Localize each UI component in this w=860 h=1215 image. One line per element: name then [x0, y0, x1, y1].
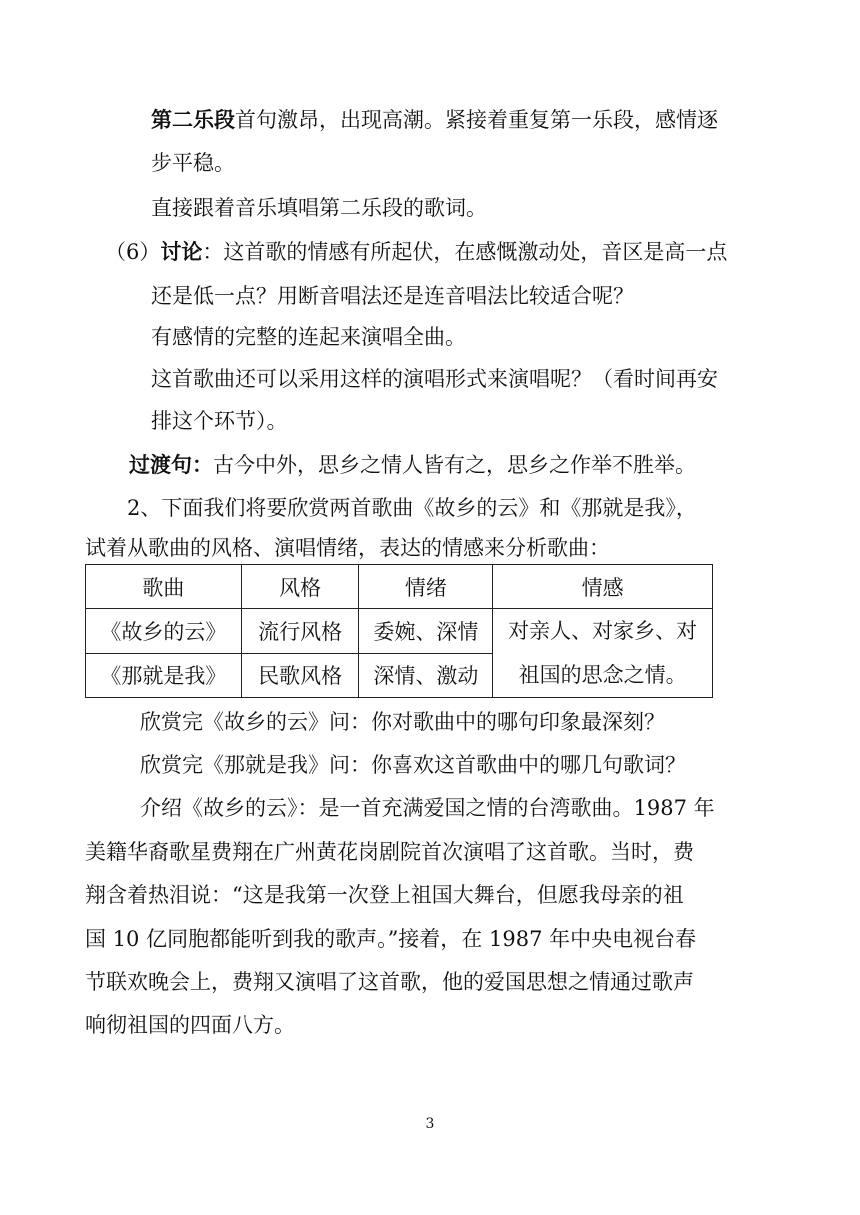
header-style: 风格 — [241, 565, 359, 609]
header-emotion: 情感 — [493, 565, 713, 609]
emotion-cell — [493, 609, 713, 698]
intro-line-5: 节联欢晚会上，费翔又演唱了这首歌，他的爱国思想之情通过歌声 — [85, 970, 694, 994]
transition-text: 古今中外，思乡之情人皆有之，思乡之作举不胜举。 — [213, 453, 696, 477]
intro-line-4: 国 10 亿同胞都能听到我的歌声。”接着，在 1987 年中央电视台春 — [85, 927, 697, 951]
table-row — [86, 609, 713, 654]
transition-label: 过渡句： — [129, 452, 213, 477]
discussion-colon: ： — [202, 240, 224, 264]
header-song: 歌曲 — [86, 565, 242, 609]
table-header-row — [86, 565, 713, 609]
intro-line-1: 介绍《故乡的云》：是一首充满爱国之情的台湾歌曲。1987 年 — [140, 796, 715, 820]
section2-heading: 第二乐段 — [151, 107, 235, 132]
discussion-label: 讨论 — [160, 239, 203, 264]
page-number: 3 — [425, 1116, 435, 1132]
emotion-line-2: 祖国的思念之情。 — [518, 663, 687, 687]
section2-line-2: 步平稳。 — [151, 151, 235, 175]
song-comparison-table — [85, 564, 713, 698]
emotion-line-1: 对亲人、对家乡、对 — [508, 619, 698, 643]
discussion-line-4: 这首歌曲还可以采用这样的演唱形式来演唱呢？（看时间再安 — [151, 367, 718, 391]
discussion-line-3: 有感情的完整的连起来演唱全曲。 — [151, 325, 466, 349]
question-1: 欣赏完《故乡的云》问：你对歌曲中的哪句印象最深刻？ — [140, 710, 665, 734]
intro-line-3: 翔含着热泪说：“这是我第一次登上祖国大舞台，但愿我母亲的祖 — [85, 883, 684, 907]
section2-line-3: 直接跟着音乐填唱第二乐段的歌词。 — [151, 196, 487, 220]
song-cell: 《那就是我》 — [86, 653, 242, 698]
intro-line-2: 美籍华裔歌星费翔在广州黄花岗剧院首次演唱了这首歌。当时，费 — [85, 840, 694, 864]
section2-line-1 — [151, 105, 718, 135]
transition-line — [129, 450, 696, 480]
mood-cell: 委婉、深情 — [359, 609, 493, 654]
section2-text: 首句激昂，出现高潮。紧接着重复第一乐段，感情逐 — [235, 108, 718, 132]
intro2-line-2: 试着从歌曲的风格、演唱情绪，表达的情感来分析歌曲： — [85, 536, 610, 560]
mood-cell: 深情、激动 — [359, 653, 493, 698]
intro2-line-1: 2、下面我们将要欣赏两首歌曲《故乡的云》和《那就是我》， — [127, 496, 697, 520]
question-2: 欣赏完《那就是我》问：你喜欢这首歌曲中的哪几句歌词？ — [140, 753, 686, 777]
discussion-text: 这首歌的情感有所起伏，在感慨激动处，音区是高一点 — [223, 240, 728, 264]
intro-line-6: 响彻祖国的四面八方。 — [85, 1013, 295, 1037]
header-mood: 情绪 — [359, 565, 493, 609]
discussion-line-5: 排这个环节）。 — [151, 409, 288, 433]
style-cell: 流行风格 — [241, 609, 359, 654]
discussion-number: （6） — [105, 240, 161, 264]
style-cell: 民歌风格 — [241, 653, 359, 698]
song-cell: 《故乡的云》 — [86, 609, 242, 654]
discussion-line-1 — [105, 237, 727, 267]
discussion-line-2: 还是低一点？用断音唱法还是连音唱法比较适合呢？ — [151, 284, 634, 308]
